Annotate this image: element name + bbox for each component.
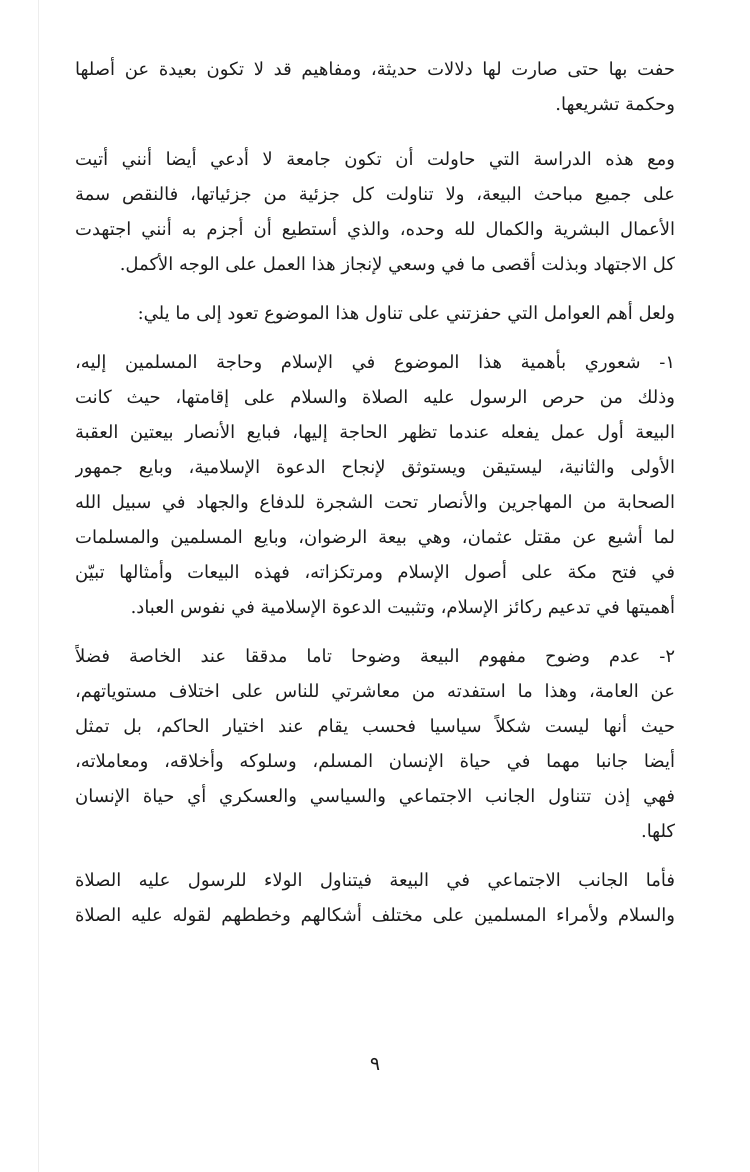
- body-text: [75, 52, 675, 933]
- text-line: أهميتها في تدعيم ركائز الإسلام، وتثبيت الدعوة الإسلامية في نفوس العباد.: [130, 597, 675, 618]
- paragraph-factor-one: [75, 345, 675, 625]
- text-line: كلها.: [640, 821, 675, 842]
- text-line: ١- شعوري بأهمية هذا الموضوع في الإسلام وحاجة المسلمين إليه،: [75, 352, 675, 373]
- page-number: ٩: [369, 1053, 381, 1075]
- text-line: وحكمة تشريعها.: [555, 94, 675, 115]
- paragraph-factor-two: [75, 639, 675, 849]
- text-line: فهي إذن تتناول الجانب الاجتماعي والسياسي والعسكري أي حياة الإنسان: [75, 786, 675, 807]
- text-line: الصحابة من المهاجرين والأنصار تحت الشجرة للدفاع والجهاد في سبيل الله: [75, 492, 675, 513]
- text-line: والسلام ولأمراء المسلمين على مختلف أشكالهم وخططهم لقوله عليه الصلاة: [75, 905, 675, 926]
- text-line: على جميع مباحث البيعة، ولا تناولت كل جزئية من جزئياتها، فالنقص سمة: [75, 184, 675, 205]
- text-line: أيضا جانبا مهما في حياة الإنسان المسلم، وسلوكه وأخلاقه، ومعاملاته،: [75, 751, 675, 772]
- paragraph-factors-intro: [75, 296, 675, 331]
- text-line: ومع هذه الدراسة التي حاولت أن تكون جامعة لا أدعي أيضا أنني أتيت: [75, 149, 675, 170]
- text-line: عن العامة، وهذا ما استفدته من معاشرتي للناس على اختلاف مستوياتهم،: [75, 681, 675, 702]
- paragraph-social-aspect: [75, 863, 675, 933]
- text-line: البيعة أول عمل يفعله عندما تظهر الحاجة إليها، فبايع الأنصار بيعتين العقبة: [75, 422, 675, 443]
- text-line: حيث أنها ليست شكلاً سياسيا فحسب يقام عند اختيار الحاكم، بل تمثل: [75, 716, 675, 737]
- text-line: الأولى والثانية، ليستيقن ويستوثق لإنجاح الدعوة الإسلامية، وبايع جمهور: [75, 457, 675, 478]
- text-line: حفت بها حتى صارت لها دلالات حديثة، ومفاهيم قد لا تكون بعيدة عن أصلها: [75, 59, 675, 80]
- paragraph-intro-end: [75, 52, 675, 122]
- page-edge-line: [38, 0, 39, 1172]
- text-line: وذلك من حرص الرسول عليه الصلاة والسلام على إقامتها، حيث كانت: [75, 387, 675, 408]
- text-line: فأما الجانب الاجتماعي في البيعة فيتناول الولاء للرسول عليه الصلاة: [75, 870, 675, 891]
- text-line: ولعل أهم العوامل التي حفزتني على تناول هذا الموضوع تعود إلى ما يلي:: [137, 303, 675, 324]
- text-line: في فتح مكة على أصول الإسلام ومرتكزاته، فهذه البيعات وأمثالها تبيّن: [75, 562, 675, 583]
- paragraph-disclaimer: [75, 142, 675, 282]
- text-line: لما أشيع عن مقتل عثمان، وهي بيعة الرضوان، وبايع المسلمين والمسلمات: [75, 527, 675, 548]
- text-line: كل الاجتهاد وبذلت أقصى ما في وسعي لإنجاز هذا العمل على الوجه الأكمل.: [119, 254, 675, 275]
- text-line: الأعمال البشرية والكمال لله وحده، والذي أستطيع أن أجزم به أنني اجتهدت: [75, 219, 675, 240]
- text-line: ٢- عدم وضوح مفهوم البيعة وضوحا تاما مدققا عند الخاصة فضلاً: [75, 646, 675, 667]
